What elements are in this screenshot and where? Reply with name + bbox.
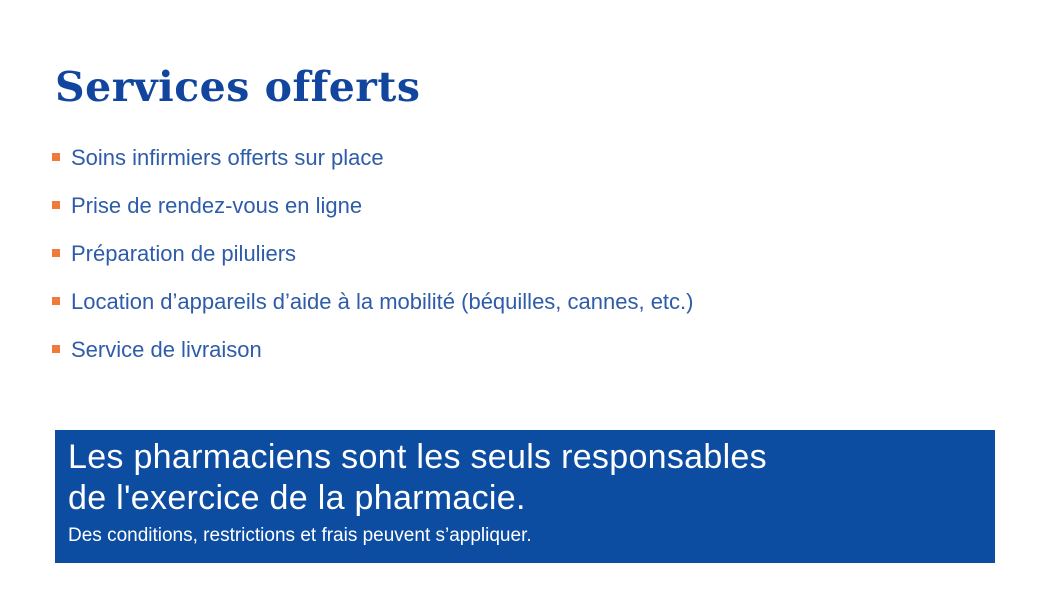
service-label: Location d’appareils d’aide à la mobilité (béquilles, cannes, etc.) — [71, 289, 694, 314]
disclaimer-banner — [55, 430, 995, 563]
list-item — [52, 242, 693, 265]
banner-heading-line-1: Les pharmaciens sont les seuls responsables — [68, 438, 767, 476]
bullet-square-icon — [52, 297, 60, 305]
bullet-square-icon — [52, 249, 60, 257]
list-item — [52, 338, 693, 361]
service-label: Prise de rendez-vous en ligne — [71, 193, 363, 218]
list-item — [52, 194, 693, 217]
service-label: Soins infirmiers offerts sur place — [71, 145, 384, 170]
service-label: Préparation de piluliers — [71, 241, 297, 266]
bullet-square-icon — [52, 345, 60, 353]
list-item — [52, 146, 693, 169]
banner-heading-line-2: de l'exercice de la pharmacie. — [68, 479, 526, 517]
service-label: Service de livraison — [71, 337, 262, 362]
list-item — [52, 290, 693, 313]
page-title: Services offerts — [55, 63, 421, 111]
services-list — [52, 146, 693, 386]
bullet-square-icon — [52, 201, 60, 209]
bullet-square-icon — [52, 153, 60, 161]
banner-note: Des conditions, restrictions et frais peuvent s’appliquer. — [68, 525, 532, 546]
